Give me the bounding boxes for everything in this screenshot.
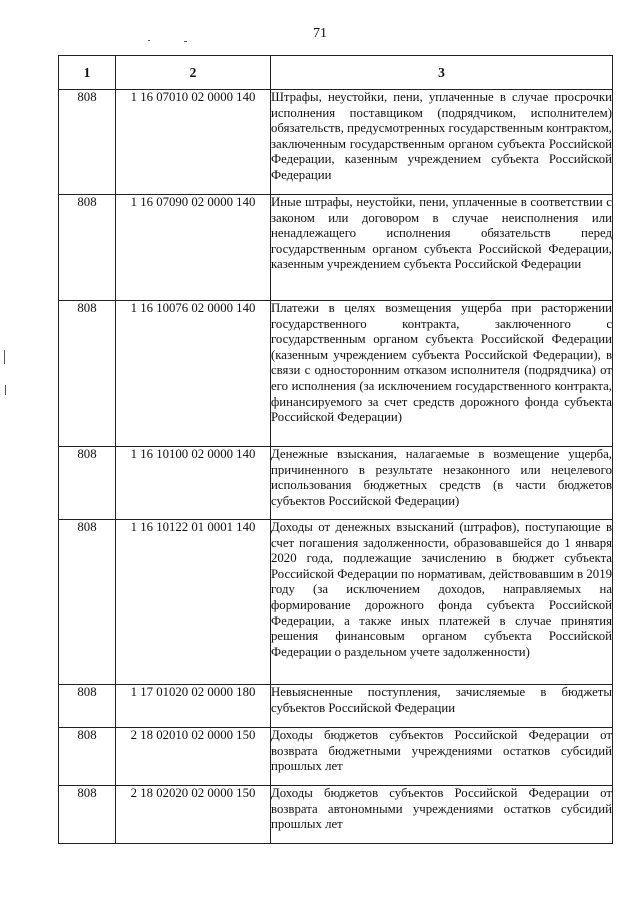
admin-code-cell: 808 — [59, 520, 116, 685]
table-row — [59, 786, 613, 844]
description-cell: Денежные взыскания, налагаемые в возмещение ущерба, причиненного в результате незаконного или нецелевого использования бюджетных средств (в части бюджетов субъектов Российской Федерации) — [271, 447, 613, 520]
scan-speck — [5, 385, 6, 395]
table-row — [59, 685, 613, 728]
kbk-code-cell: 1 17 01020 02 0000 180 — [116, 685, 271, 728]
table-header-row — [59, 56, 613, 90]
admin-code-cell: 808 — [59, 447, 116, 520]
table-row — [59, 520, 613, 685]
admin-code-cell: 808 — [59, 728, 116, 786]
description-cell: Иные штрафы, неустойки, пени, уплаченные в соответствии с законом или договором в случае неисполнения или ненадлежащего исполнения обязательств перед государственным органом субъекта Российской Федерации, казенным учреждением субъекта Российской Федерации — [271, 195, 613, 301]
scan-speck — [148, 40, 150, 41]
admin-code-cell: 808 — [59, 685, 116, 728]
kbk-code-cell: 1 16 10122 01 0001 140 — [116, 520, 271, 685]
table-row — [59, 195, 613, 301]
column-header: 1 — [59, 56, 116, 90]
scan-speck — [184, 41, 187, 42]
description-cell: Доходы бюджетов субъектов Российской Федерации от возврата бюджетными учреждениями остатков субсидий прошлых лет — [271, 728, 613, 786]
table-row — [59, 728, 613, 786]
description-cell: Доходы от денежных взысканий (штрафов), поступающие в счет погашения задолженности, образовавшейся до 1 января 2020 года, подлежащие зачислению в бюджет субъекта Российской Федерации по нормативам, действовавшим в 2019 году (за исключением доходов, направляемых на формирование дорожного фонда субъекта Российской Федерации, а также иных платежей в случае принятия решения финансовым органом субъекта Российской Федерации о раздельном учете задолженности) — [271, 520, 613, 685]
kbk-code-cell: 2 18 02020 02 0000 150 — [116, 786, 271, 844]
column-header: 3 — [271, 56, 613, 90]
revenue-codes-table — [58, 55, 613, 844]
kbk-code-cell: 1 16 07010 02 0000 140 — [116, 90, 271, 195]
page-number: 71 — [313, 26, 327, 41]
kbk-code-cell: 1 16 10100 02 0000 140 — [116, 447, 271, 520]
description-cell: Штрафы, неустойки, пени, уплаченные в случае просрочки исполнения поставщиком (подрядчиком, исполнителем) обязательств, предусмотренных государственным контрактом, заключенным государственным органом субъекта Российской Федерации, казенным учреждением субъекта Российской Федерации — [271, 90, 613, 195]
description-cell: Доходы бюджетов субъектов Российской Федерации от возврата автономными учреждениями остатков субсидий прошлых лет — [271, 786, 613, 844]
admin-code-cell: 808 — [59, 90, 116, 195]
admin-code-cell: 808 — [59, 195, 116, 301]
kbk-code-cell: 1 16 07090 02 0000 140 — [116, 195, 271, 301]
kbk-code-cell: 1 16 10076 02 0000 140 — [116, 301, 271, 447]
column-header: 2 — [116, 56, 271, 90]
admin-code-cell: 808 — [59, 301, 116, 447]
table-row — [59, 90, 613, 195]
scan-speck — [4, 350, 5, 364]
table-row — [59, 447, 613, 520]
table-row — [59, 301, 613, 447]
description-cell: Платежи в целях возмещения ущерба при расторжении государственного контракта, заключенного с государственным органом субъекта Российской Федерации (казенным учреждением субъекта Российской Федерации), в связи с односторонним отказом исполнителя (подрядчика) от его исполнения (за исключением государственного контракта, финансируемого за счет средств дорожного фонда субъекта Российской Федерации) — [271, 301, 613, 447]
kbk-code-cell: 2 18 02010 02 0000 150 — [116, 728, 271, 786]
description-cell: Невыясненные поступления, зачисляемые в бюджеты субъектов Российской Федерации — [271, 685, 613, 728]
admin-code-cell: 808 — [59, 786, 116, 844]
